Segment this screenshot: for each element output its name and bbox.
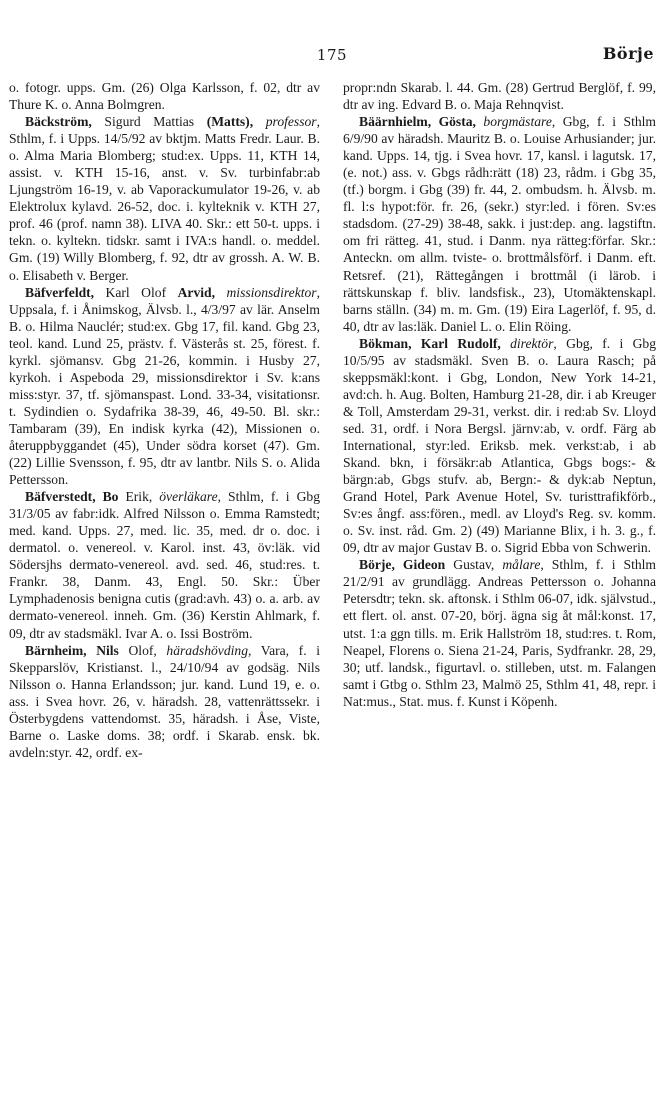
entry-callname: Bo: [102, 489, 119, 505]
entry-title: häradshövding: [166, 642, 248, 658]
entry-continuation: [343, 79, 656, 113]
entry-barnheim: [9, 642, 320, 761]
entry-text: , Sthlm, f. i Upps. 14/5/92 av bktjm. Matts Fredr. Laur. B. o. Alma Maria Blomberg; stud:ex. Upps. 11, KTH 14, assist. v. KTH 15-16, anst. v. Sv. turbinfabr:ab Ljungström 16-19, v. ab Vaporackumulator 19-26, v. ab Elektrolux kylavd. 26-52, doc. i. kylteknik v. KTH 27, prof. 46 (prof. namn 38). LIVA 40. Skr.: ett 50-t. upps. i tekn. o. kyltekn. tidskr. samt i IVA:s handl. o. meddel. Gm. (19) Willy Blomberg, f. 92, dtr av grossh. A. W. B. o. Elisabeth v. Berger.: [9, 114, 320, 283]
entry-continuation: [9, 79, 320, 113]
entry-surname: Börje,: [359, 557, 395, 573]
entry-given-names-2: Gustav,: [445, 557, 503, 573]
entry-given-names: [395, 557, 403, 572]
running-head: Börje: [602, 44, 654, 63]
entry-backstrom: [9, 113, 320, 283]
entry-surname: Bäfverfeldt,: [25, 284, 95, 300]
entry-text: , Sthlm, f. i Gbg 31/3/05 av fabr:idk. Alfred Nilsson o. Emma Ramstedt; med. kand. Upps. 27, med. lic. 35, med. dr o. doc. i dermatol. o. venereol. v. Karol. inst. 43, öv:läk. vid Södersjhs dermato-venereol. avd. sed. 46, stud:res. t. Frankr. 38, Danm. 43, Engl. 50. Skr.: Über Lymphadenosis benigna cutis (grad:avh. 43) o. a. arb. av dermato-venereol. inneh. Gm. (36) Kerstin Ahlmark, f. 09, dtr av stadsmäkl. Ivar A. o. Issi Boström.: [9, 489, 320, 641]
entry-bafverstedt: [9, 488, 320, 641]
entry-text: , Gbg, f. i Gbg 10/5/95 av stadsmäkl. Sven B. o. Laura Rasch; på skeppsmäkl:kont. i Gbg, London, New York 14-21, avd:ch. h. Aug. Bolten, Hamburg 21-28, dir. i ab Kreuger & Toll, Amsterdam 29-31, verkst. dir. i red:ab Sv. Lloyd sed. 31, ordf. i Nora Bergsl. järnv:ab, v. ordf. Färg ab International, styr:led. Eriksb. mek. verkst:ab, i ab Skand. bkn, i försäkr:ab Atlantica, Gbgs bogs:- & bärgn:ab, Gbgs stufv. ab, Bergn:- & dyk:ab Neptun, Grand Hotel, Park Avenue Hotel, Sv. turisttrafikförb., Sv:es ångf. ass:fören., medl. av Lloyd's Reg. sv. komm. o. Sv. inst. råd. Gm. 2) (49) Marianne Blix, i h. 3. g., f. 09, dtr av major Gustav B. o. Sigrid Ebba von Schwerin.: [343, 335, 656, 556]
left-column: [9, 79, 320, 761]
entry-surname: Bäärnhielm,: [359, 114, 432, 130]
entry-callname: Karl Rudolf,: [420, 335, 501, 351]
entry-bokman: [343, 335, 656, 557]
entry-text: o. fotogr. upps. Gm. (26) Olga Karlsson, f. 02, dtr av Thure K. o. Anna Bolmgren.: [9, 80, 320, 113]
entry-callname: Nils: [96, 642, 119, 658]
entry-title: målare: [502, 557, 541, 573]
entry-surname: Bäfverstedt,: [25, 489, 96, 505]
entry-given-names: Karl Olof: [94, 284, 178, 300]
entry-given-names: [412, 336, 421, 351]
entry-title: borgmästare: [483, 114, 552, 130]
entry-text: propr:ndn Skarab. l. 44. Gm. (28) Gertrud Berglöf, f. 99, dtr av ing. Edvard B. o. Maja Rehnqvist.: [343, 80, 656, 113]
entry-surname: Bökman,: [359, 335, 412, 351]
entry-sep: [253, 114, 266, 129]
entry-text: , Gbg, f. i Sthlm 6/9/90 av häradsh. Mauritz B. o. Louise Arhusiander; jur. kand. Upps. 14, tjg. i Svea hovr. 17, kansl. i lagutsk. 17, (e. not.) ass. v. Gbgs rådh:rätt (18) 23, rådm. i Gbg 35, (tf.) borgm. i Gbg (39) fr. 44, 2. ombudsm. h. Älvsb. m. fl. l:s hypot:för. fr. 26, (sekr.) styr:led. i fören. Sv:es stadsdom. (27-29) 38-48, sakk. i just:dep. ang. lagstiftn. om fri rätteg. 41, stud. i Danm. nya rätteg:förfar. Skr.: Anteckn. om allm. tviste- o. brottmålsförf. i Danm. eft. Retsref. (21), Rättegången i brottmål (i lärob. i rättskunskap f. bliv. landsfisk., 23), Utomäktenskapl. barns ställn. (34) m. m. Gm. (19) Eira Lagerlöf, f. 95, d. 40, dtr av las:läk. Daniel L. o. Elin Röing.: [343, 114, 656, 334]
right-column: [343, 79, 656, 710]
entry-baarnhielm: [343, 113, 656, 335]
entry-text: , Uppsala, f. i Ånimskog, Älvsb. l., 4/3/97 av lär. Anselm B. o. Hilma Nauclér; stud:ex. Gbg 17, fil. kand. Gbg 23, teol. kand. Lund 25, prästv. f. Västerås st. 25, förest. f. kyrkl. sjömansv. Gbg 21-26, kommin. i Husby 27, kyrkoh. i Aspeboda 29, missionsdirektor i Sv. k:ans miss:styr. 37, tf. sjömanspast. Lond. 33-34, visitationsr. t. Sydindien o. Sydafrika 38-39, 46, 49-50. Bl. skr.: Tambaram (39), En indisk kyrka (42), Missionen o. återuppbyggandet (45), Under södra korset (47). Gm. (22) Lillie Svensson, f. 95, dtr av lantbr. Nils S. o. Alida Pettersson.: [9, 284, 320, 488]
entry-title: direktör: [510, 335, 554, 351]
entry-given-names: [431, 114, 438, 129]
entry-sep: [501, 336, 510, 351]
entry-text: , Vara, f. i Skepparslöv, Kristianst. l., 24/10/94 av godsäg. Nils Nilsson o. Hanna Erlandsson; jur. kand. Lund 19, e. o. ass. i Svea hovr. 26, v. häradsh. 28, vattenrättssekr. i Österbygdens vattendomst. 35, häradsh. i Åse, Viste, Barne o. Laske doms. 38; ordf. i Skarab. ensk. bk. avdeln:styr. 42, ordf. ex-: [9, 642, 320, 760]
page-number: 175: [316, 46, 348, 64]
entry-bafverfeldt: [9, 284, 320, 489]
entry-callname: Gösta,: [438, 114, 476, 130]
entry-title: överläkare: [159, 489, 218, 505]
entry-surname: Bärnheim,: [25, 642, 87, 658]
entry-given-names: [87, 643, 97, 658]
entry-sep: [215, 285, 226, 300]
entry-title: missionsdirektor: [226, 284, 317, 300]
entry-callname: Gideon: [402, 557, 446, 573]
entry-given-names: [96, 489, 103, 504]
entry-given-names: Sigurd Mattias: [91, 114, 207, 130]
entry-given-names-2: Olof,: [118, 642, 167, 658]
entry-text: , Sthlm, f. i Sthlm 21/2/91 av grundlägg. Andreas Pettersson o. Johanna Petersdtr; tekn. sk. aftonsk. i Sthlm 06-07, idk. självstud., ett flert. ol. anst. 07-20, börj. ägna sig åt mål:konst. 17, utst. 1:a ggn tills. m. Erik Hallström 18, stud:res. t. Rom, Neapel, Florens o. Siena 21-24, Paris, Sydfrankr. 28, 29, 30; utf. landsk., figurtavl. o. stilleben, utst. m. Falangen samt i Gtbg o. Sthlm 23, Malmö 25, Sthlm 41, 48, repr. i Nat:mus., Stat. mus. f. Kunst i Köpenh.: [343, 557, 657, 709]
entry-callname: Arvid,: [177, 284, 215, 300]
entry-given-names-2: Erik,: [118, 489, 160, 505]
entry-title: professor: [265, 114, 317, 130]
entry-surname: Bäckström,: [25, 114, 92, 130]
entry-borje: [343, 556, 656, 709]
entry-callname: (Matts),: [206, 114, 254, 130]
